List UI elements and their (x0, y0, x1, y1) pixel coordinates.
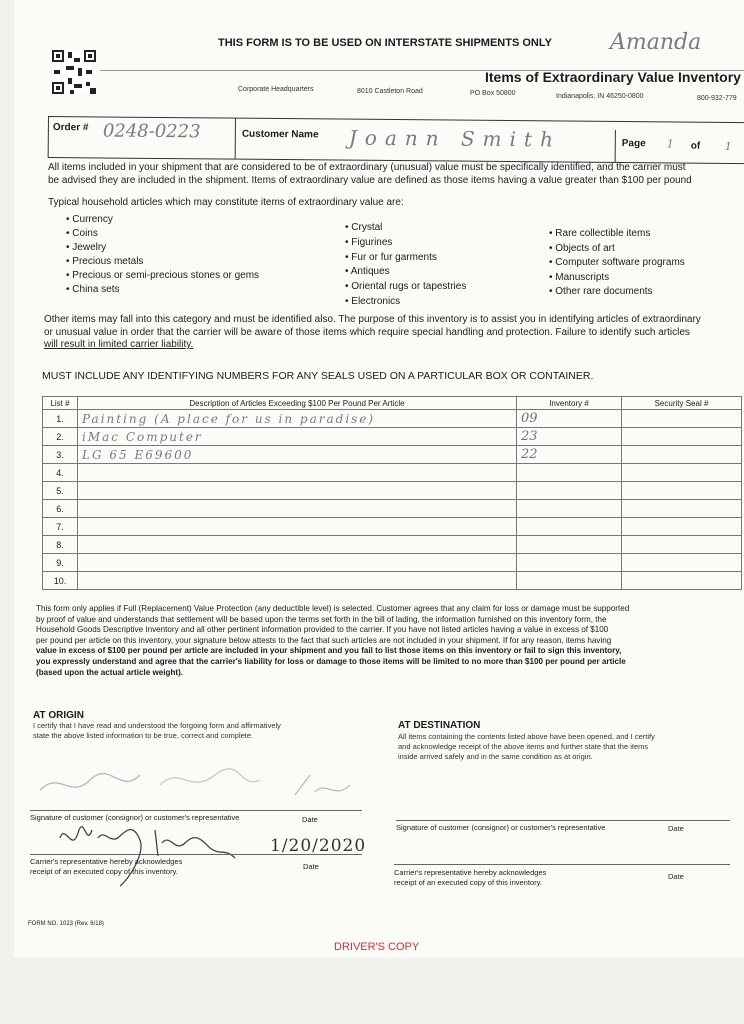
origin-certification (33, 721, 281, 741)
legal-line: you expressly understand and agree that the carrier's liability for loss or damage to those items will be limited to no more than $100 per pound per article (36, 656, 626, 666)
typical-articles-heading: Typical household articles which may constitute items of extraordinary value are: (48, 197, 404, 208)
other-items-line: will result in limited carrier liability. (44, 339, 194, 350)
legal-line: by proof of value and understands that settlement will be based upon the terms set forth in the bill of lading, the information furnished on this inventory form, the (36, 614, 607, 624)
intro-line: be advised they are included in the shipment. Items of extraordinary value are defined as those items having a value greater than $100 per pound (48, 174, 692, 186)
list-number-cell: 9. (43, 554, 78, 572)
table-row (43, 410, 742, 428)
list-number-cell: 2. (43, 428, 78, 446)
intro-paragraph (48, 162, 692, 187)
inventory-table (42, 396, 742, 590)
destination-carrier-date-label: Date (668, 872, 684, 881)
col-inventory: Inventory # (517, 397, 622, 410)
other-items-line: or unusual value in order that the carrier will be aware of those items which require special handling and protection. Failure to identify such articles (44, 326, 690, 338)
page-number: 1 (666, 137, 674, 151)
articles-column-1 (66, 213, 259, 297)
contact-hq: Corporate Headquarters (238, 86, 314, 93)
col-list-num: List # (43, 397, 78, 410)
list-number-cell: 7. (43, 518, 78, 536)
description-cell (78, 482, 517, 500)
article-item: • Computer software programs (549, 257, 685, 269)
contact-city: Indianapolis, IN 46250-0800 (556, 93, 644, 100)
destination-date-label: Date (668, 824, 684, 833)
security-seal-cell (622, 482, 742, 500)
origin-customer-signature (30, 760, 370, 810)
destination-title: AT DESTINATION (398, 720, 481, 731)
form-number: FORM NO. 1023 (Rev. 6/18) (28, 921, 104, 927)
article-item: • Other rare documents (549, 286, 653, 298)
legal-line: value in excess of $100 per pound per article are included in your shipment and you fail to list those items on this inventory or fail to sign this inventory, (36, 646, 622, 656)
destination-text-line: and acknowledge receipt of the above items and further state that the items (398, 742, 649, 751)
article-item: • Precious metals (66, 256, 144, 267)
customer-name-label: Customer Name (241, 128, 319, 141)
carrier-label-line: receipt of an executed copy of this inventory. (30, 867, 178, 876)
inventory-number-cell (517, 500, 622, 518)
description-cell (78, 572, 517, 590)
security-seal-cell (622, 464, 742, 482)
page-total: 1 (724, 139, 732, 153)
inventory-number-cell: 09 (517, 410, 622, 428)
destination-text-line: inside arrived safely and in the same condition as at origin. (398, 752, 593, 761)
legal-line: (based upon the actual article weight). (36, 667, 184, 677)
articles-column-3 (549, 227, 685, 300)
table-row (43, 446, 742, 464)
origin-signature-label: Signature of customer (consignor) or customer's representative (30, 813, 240, 822)
table-row (43, 482, 742, 500)
col-description: Description of Articles Exceeding $100 Per Pound Per Article (78, 397, 517, 410)
article-item: • Antiques (345, 266, 390, 278)
destination-certification (398, 732, 655, 762)
article-item: • Fur or fur garments (345, 251, 437, 263)
list-number-cell: 4. (43, 464, 78, 482)
table-row (43, 464, 742, 482)
carrier-label-line: Carrier's representative hereby acknowledges (30, 857, 183, 866)
destination-signature-label: Signature of customer (consignor) or customer's representative (396, 823, 606, 832)
order-number: 0248-0223 (102, 120, 201, 143)
security-seal-cell (622, 446, 742, 464)
origin-text-line: state the above listed information to be true, correct and complete. (33, 731, 254, 740)
intro-line: All items included in your shipment that are considered to be of extraordinary (unusual) value must be specifically identified, and the carrier must (48, 162, 686, 173)
articles-column-2 (345, 221, 466, 310)
col-security-seal: Security Seal # (622, 397, 742, 410)
handwritten-name: Amanda (610, 30, 702, 55)
article-item: • China sets (66, 284, 120, 295)
security-seal-cell (622, 500, 742, 518)
article-item: • Coins (66, 228, 98, 239)
security-seal-cell (622, 572, 742, 590)
table-row (43, 518, 742, 536)
description-cell (78, 464, 517, 482)
contact-address: 8010 Castleton Road (357, 88, 423, 95)
table-row (43, 500, 742, 518)
origin-text-line: I certify that I have read and understood the forgoing form and affirmatively (33, 721, 281, 730)
inventory-number-cell: 23 (517, 428, 622, 446)
description-cell (78, 500, 517, 518)
origin-carrier-label (30, 857, 182, 877)
table-row (43, 536, 742, 554)
contact-po-box: PO Box 50800 (470, 90, 516, 97)
customer-name: Joann Smith (348, 125, 562, 152)
qr-code (52, 50, 96, 94)
article-item: • Crystal (345, 222, 383, 233)
list-number-cell: 5. (43, 482, 78, 500)
inventory-number-cell (517, 536, 622, 554)
article-item: • Manuscripts (549, 271, 610, 283)
interstate-notice: THIS FORM IS TO BE USED ON INTERSTATE SHIPMENTS ONLY (218, 37, 552, 49)
list-number-cell: 8. (43, 536, 78, 554)
legal-line: This form only applies if Full (Replacement) Value Protection (any deductible level) is selected. Customer agrees that any claim for loss or damage must be supported (36, 604, 630, 613)
of-label: of (690, 140, 701, 152)
article-item: • Jewelry (66, 242, 107, 253)
article-item: • Currency (66, 214, 113, 225)
legal-paragraph (36, 604, 744, 678)
description-cell (78, 554, 517, 572)
table-row (43, 554, 742, 572)
description-cell: Painting (A place for us in paradise) (78, 410, 517, 428)
description-cell (78, 536, 517, 554)
destination-text-line: All items containing the contents listed above have been opened, and I certify (398, 732, 655, 741)
inventory-number-cell (517, 518, 622, 536)
form-title: Items of Extraordinary Value Inventory (485, 69, 741, 85)
drivers-copy-label: DRIVER'S COPY (334, 941, 420, 953)
description-cell (78, 518, 517, 536)
table-row (43, 428, 742, 446)
legal-line: Household Goods Descriptive Inventory and all other pertinent information provided to the carrier. If you have not listed articles having a value in excess of $100 (36, 625, 609, 635)
carrier-label-line: Carrier's representative hereby acknowledges (394, 868, 547, 877)
security-seal-cell (622, 554, 742, 572)
page-label: Page (621, 138, 646, 150)
security-seal-cell (622, 428, 742, 446)
list-number-cell: 10. (43, 572, 78, 590)
order-box (48, 116, 744, 164)
list-number-cell: 1. (43, 410, 78, 428)
security-seal-cell (622, 536, 742, 554)
inventory-number-cell: 22 (517, 446, 622, 464)
article-item: • Precious or semi-precious stones or gems (66, 270, 260, 281)
article-item: • Oriental rugs or tapestries (345, 281, 467, 293)
contact-phone: 800-932-779 (697, 95, 737, 102)
article-item: • Rare collectible items (549, 228, 651, 239)
article-item: • Figurines (345, 236, 393, 248)
carrier-label-line: receipt of an executed copy of this inventory. (394, 878, 542, 887)
inventory-number-cell (517, 464, 622, 482)
origin-date-label: Date (302, 815, 318, 824)
origin-carrier-date-label: Date (303, 862, 319, 871)
carrier-date: 1/20/2020 (270, 836, 367, 856)
list-number-cell: 3. (43, 446, 78, 464)
inventory-number-cell (517, 482, 622, 500)
inventory-number-cell (517, 554, 622, 572)
security-seal-cell (622, 518, 742, 536)
list-number-cell: 6. (43, 500, 78, 518)
destination-carrier-label (394, 868, 546, 888)
table-row (43, 572, 742, 590)
carrier-signature (50, 818, 250, 888)
inventory-number-cell (517, 572, 622, 590)
description-cell: iMac Computer (78, 428, 517, 446)
other-items-paragraph (44, 314, 701, 352)
table-header-row (43, 397, 742, 410)
table-heading: MUST INCLUDE ANY IDENTIFYING NUMBERS FOR ANY SEALS USED ON A PARTICULAR BOX OR CONTAINER. (42, 370, 594, 382)
order-label: Order # (52, 122, 89, 134)
other-items-line: Other items may fall into this category and must be identified also. The purpose of this inventory is to assist you in identifying articles of extraordinary (44, 314, 701, 325)
legal-line: per pound per article on this inventory, your signature below attests to the fact that such articles are not included in your shipment. If for any reason, items having (36, 635, 612, 645)
article-item: • Objects of art (549, 242, 615, 254)
description-cell: LG 65 E69600 (78, 446, 517, 464)
article-item: • Electronics (345, 295, 401, 307)
origin-title: AT ORIGIN (33, 710, 84, 721)
security-seal-cell (622, 410, 742, 428)
